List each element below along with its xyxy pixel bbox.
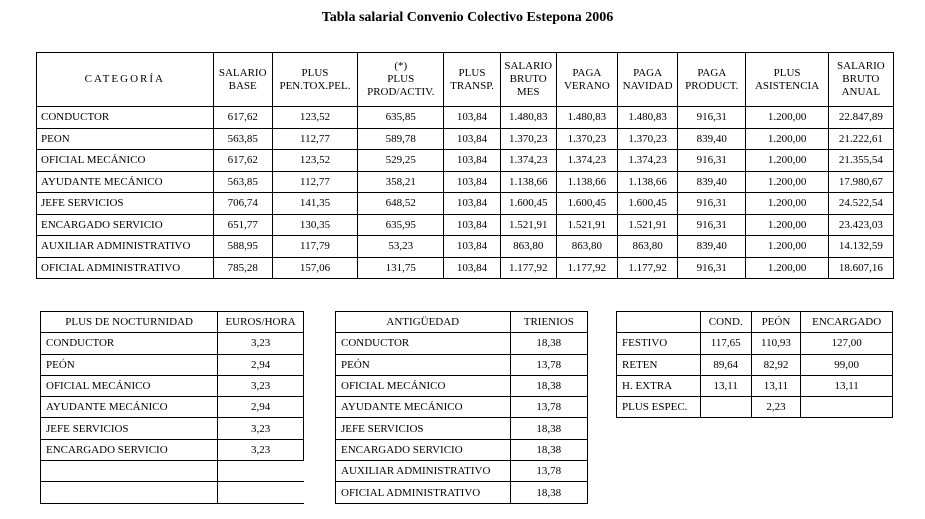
cell-value: 1.138,66 [556, 171, 617, 193]
cell-value: 130,35 [272, 214, 357, 236]
table-row [41, 375, 304, 396]
row-label: PEON [37, 128, 214, 150]
cell-value: 24.522,54 [828, 193, 893, 215]
table-row [336, 375, 588, 396]
cell-value: 1.177,92 [500, 257, 556, 279]
cell-value: 123,52 [272, 107, 357, 129]
salary-table-header-row [37, 53, 894, 107]
cell-value: 13,78 [510, 397, 587, 418]
cell-value: 21.222,61 [828, 128, 893, 150]
cell-value: 589,78 [358, 128, 444, 150]
cell-value: 2,94 [218, 397, 304, 418]
cell-value: 23.423,03 [828, 214, 893, 236]
row-label: OFICIAL ADMINISTRATIVO [37, 257, 214, 279]
row-label: ENCARGADO SERVICIO [336, 439, 511, 460]
row-label: RETEN [617, 354, 701, 375]
cell-value: 916,31 [678, 257, 746, 279]
cell-value: 563,85 [213, 171, 272, 193]
table-row [41, 354, 304, 375]
cell-value: 1.200,00 [746, 193, 828, 215]
table-row [41, 333, 304, 354]
cell-value: 89,64 [700, 354, 751, 375]
row-label: H. EXTRA [617, 375, 701, 396]
cell-value: 839,40 [678, 128, 746, 150]
cell-value: 18,38 [510, 418, 587, 439]
cell-value: 358,21 [358, 171, 444, 193]
table-row [617, 397, 893, 418]
cell-value: 1.177,92 [617, 257, 677, 279]
table-row [336, 333, 588, 354]
cell-value: 103,84 [444, 193, 500, 215]
cell-value: 157,06 [272, 257, 357, 279]
empty-row [41, 461, 304, 482]
cell-value: 1.138,66 [500, 171, 556, 193]
header-categoria: CATEGORÍA [37, 53, 214, 107]
cell-value: 117,79 [272, 236, 357, 258]
cell-value [700, 397, 751, 418]
cell-value: 1.480,83 [556, 107, 617, 129]
header-paga-navidad: PAGA NAVIDAD [617, 53, 677, 107]
cell-value: 1.370,23 [556, 128, 617, 150]
cell-value: 112,77 [272, 171, 357, 193]
cell-value: 706,74 [213, 193, 272, 215]
row-label: PEÓN [41, 354, 218, 375]
cell-value: 141,35 [272, 193, 357, 215]
cell-value: 916,31 [678, 150, 746, 172]
cell-value: 2,94 [218, 354, 304, 375]
row-label: JEFE SERVICIOS [41, 418, 218, 439]
table-row [336, 439, 588, 460]
row-label: ENCARGADO SERVICIO [41, 439, 218, 460]
header-salario-bruto-mes: SALARIO BRUTO MES [500, 53, 556, 107]
cell-value: 863,80 [500, 236, 556, 258]
row-label: AYUDANTE MECÁNICO [336, 397, 511, 418]
nocturnidad-table [40, 311, 304, 504]
cell-value: 14.132,59 [828, 236, 893, 258]
cell-value: 588,95 [213, 236, 272, 258]
cell-value: 617,62 [213, 107, 272, 129]
cell-value: 1.200,00 [746, 128, 828, 150]
header-salario-bruto-anual: SALARIO BRUTO ANUAL [828, 53, 893, 107]
cell-value: 1.521,91 [617, 214, 677, 236]
cell-value: 863,80 [617, 236, 677, 258]
header-encargado: ENCARGADO [801, 312, 893, 333]
cell-value: 1.521,91 [500, 214, 556, 236]
cell-value: 112,77 [272, 128, 357, 150]
header-cond: COND. [700, 312, 751, 333]
row-label: OFICIAL MECÁNICO [37, 150, 214, 172]
cell-value: 635,95 [358, 214, 444, 236]
extras-header-row [617, 312, 893, 333]
cell-value: 839,40 [678, 236, 746, 258]
cell-value: 3,23 [218, 439, 304, 460]
empty-cell [218, 482, 304, 503]
table-row [37, 150, 894, 172]
cell-value: 103,84 [444, 214, 500, 236]
cell-value: 53,23 [358, 236, 444, 258]
cell-value: 103,84 [444, 107, 500, 129]
cell-value: 131,75 [358, 257, 444, 279]
row-label: OFICIAL ADMINISTRATIVO [336, 482, 511, 503]
cell-value: 3,23 [218, 375, 304, 396]
cell-value: 22.847,89 [828, 107, 893, 129]
cell-value: 1.200,00 [746, 236, 828, 258]
cell-value: 123,52 [272, 150, 357, 172]
cell-value: 13,11 [700, 375, 751, 396]
cell-value: 1.200,00 [746, 214, 828, 236]
header-paga-verano: PAGA VERANO [556, 53, 617, 107]
cell-value: 1.480,83 [500, 107, 556, 129]
table-row [617, 333, 893, 354]
antiguedad-header-row [336, 312, 588, 333]
table-row [336, 418, 588, 439]
cell-value: 1.374,23 [500, 150, 556, 172]
header-plus-pen-tox-pel: PLUS PEN.TOX.PEL. [272, 53, 357, 107]
cell-value: 99,00 [801, 354, 893, 375]
cell-value: 103,84 [444, 236, 500, 258]
cell-value: 1.200,00 [746, 171, 828, 193]
cell-value: 916,31 [678, 214, 746, 236]
cell-value: 103,84 [444, 257, 500, 279]
header-plus-transp: PLUS TRANSP. [444, 53, 500, 107]
cell-value: 563,85 [213, 128, 272, 150]
cell-value: 1.200,00 [746, 257, 828, 279]
cell-value: 916,31 [678, 107, 746, 129]
table-row [37, 214, 894, 236]
row-label: CONDUCTOR [41, 333, 218, 354]
cell-value: 18.607,16 [828, 257, 893, 279]
row-label: AUXILIAR ADMINISTRATIVO [336, 461, 511, 482]
cell-value: 82,92 [751, 354, 801, 375]
row-label: PEÓN [336, 354, 511, 375]
cell-value: 21.355,54 [828, 150, 893, 172]
header-euros-hora: EUROS/HORA [218, 312, 304, 333]
header-antiguedad: ANTIGÜEDAD [336, 312, 511, 333]
cell-value: 103,84 [444, 171, 500, 193]
table-row [336, 461, 588, 482]
table-row [41, 397, 304, 418]
row-label: AYUDANTE MECÁNICO [41, 397, 218, 418]
nocturnidad-header-row [41, 312, 304, 333]
antiguedad-table [335, 311, 588, 504]
empty-cell [218, 461, 304, 482]
salary-table [36, 52, 894, 279]
table-row [37, 193, 894, 215]
table-row [37, 236, 894, 258]
row-label: CONDUCTOR [37, 107, 214, 129]
header-salario-base: SALARIO BASE [213, 53, 272, 107]
cell-value: 103,84 [444, 150, 500, 172]
header-plus-asistencia: PLUS ASISTENCIA [746, 53, 828, 107]
cell-value: 110,93 [751, 333, 801, 354]
row-label: OFICIAL MECÁNICO [41, 375, 218, 396]
cell-value: 18,38 [510, 375, 587, 396]
cell-value: 635,85 [358, 107, 444, 129]
cell-value: 839,40 [678, 171, 746, 193]
cell-value: 2,23 [751, 397, 801, 418]
header-plus-nocturnidad: PLUS DE NOCTURNIDAD [41, 312, 218, 333]
row-label: AUXILIAR ADMINISTRATIVO [37, 236, 214, 258]
cell-value: 103,84 [444, 128, 500, 150]
cell-value: 13,11 [801, 375, 893, 396]
cell-value: 13,78 [510, 461, 587, 482]
row-label: JEFE SERVICIOS [37, 193, 214, 215]
table-row [37, 128, 894, 150]
cell-value: 1.600,45 [556, 193, 617, 215]
header-paga-product: PAGA PRODUCT. [678, 53, 746, 107]
empty-cell [41, 461, 218, 482]
cell-value: 3,23 [218, 333, 304, 354]
table-row [617, 375, 893, 396]
cell-value: 651,77 [213, 214, 272, 236]
cell-value: 1.200,00 [746, 150, 828, 172]
page-title: Tabla salarial Convenio Colectivo Estepona 2006 [321, 10, 614, 25]
cell-value: 785,28 [213, 257, 272, 279]
table-row [41, 439, 304, 460]
cell-value: 18,38 [510, 439, 587, 460]
table-row [37, 171, 894, 193]
cell-value: 17.980,67 [828, 171, 893, 193]
cell-value: 1.370,23 [500, 128, 556, 150]
cell-value: 1.200,00 [746, 107, 828, 129]
cell-value: 1.370,23 [617, 128, 677, 150]
table-row [37, 107, 894, 129]
cell-value: 1.374,23 [617, 150, 677, 172]
header-trienios: TRIENIOS [510, 312, 587, 333]
cell-value: 529,25 [358, 150, 444, 172]
table-row [41, 418, 304, 439]
empty-row [41, 482, 304, 503]
cell-value: 916,31 [678, 193, 746, 215]
table-row [336, 482, 588, 503]
cell-value: 18,38 [510, 482, 587, 503]
row-label: CONDUCTOR [336, 333, 511, 354]
cell-value: 1.600,45 [500, 193, 556, 215]
cell-value: 1.521,91 [556, 214, 617, 236]
cell-value [801, 397, 893, 418]
cell-value: 13,11 [751, 375, 801, 396]
cell-value: 1.177,92 [556, 257, 617, 279]
header-plus-prod-activ: (*) PLUS PROD/ACTIV. [358, 53, 444, 107]
table-row [336, 354, 588, 375]
cell-value: 863,80 [556, 236, 617, 258]
cell-value: 18,38 [510, 333, 587, 354]
extras-table [616, 311, 893, 418]
cell-value: 1.600,45 [617, 193, 677, 215]
table-row [37, 257, 894, 279]
row-label: OFICIAL MECÁNICO [336, 375, 511, 396]
row-label: ENCARGADO SERVICIO [37, 214, 214, 236]
row-label: FESTIVO [617, 333, 701, 354]
cell-value: 648,52 [358, 193, 444, 215]
cell-value: 13,78 [510, 354, 587, 375]
table-row [617, 354, 893, 375]
header-blank [617, 312, 701, 333]
row-label: AYUDANTE MECÁNICO [37, 171, 214, 193]
header-peon: PEÓN [751, 312, 801, 333]
row-label: JEFE SERVICIOS [336, 418, 511, 439]
empty-cell [41, 482, 218, 503]
cell-value: 1.480,83 [617, 107, 677, 129]
cell-value: 1.374,23 [556, 150, 617, 172]
cell-value: 3,23 [218, 418, 304, 439]
cell-value: 1.138,66 [617, 171, 677, 193]
table-row [336, 397, 588, 418]
cell-value: 127,00 [801, 333, 893, 354]
row-label: PLUS ESPEC. [617, 397, 701, 418]
cell-value: 117,65 [700, 333, 751, 354]
cell-value: 617,62 [213, 150, 272, 172]
